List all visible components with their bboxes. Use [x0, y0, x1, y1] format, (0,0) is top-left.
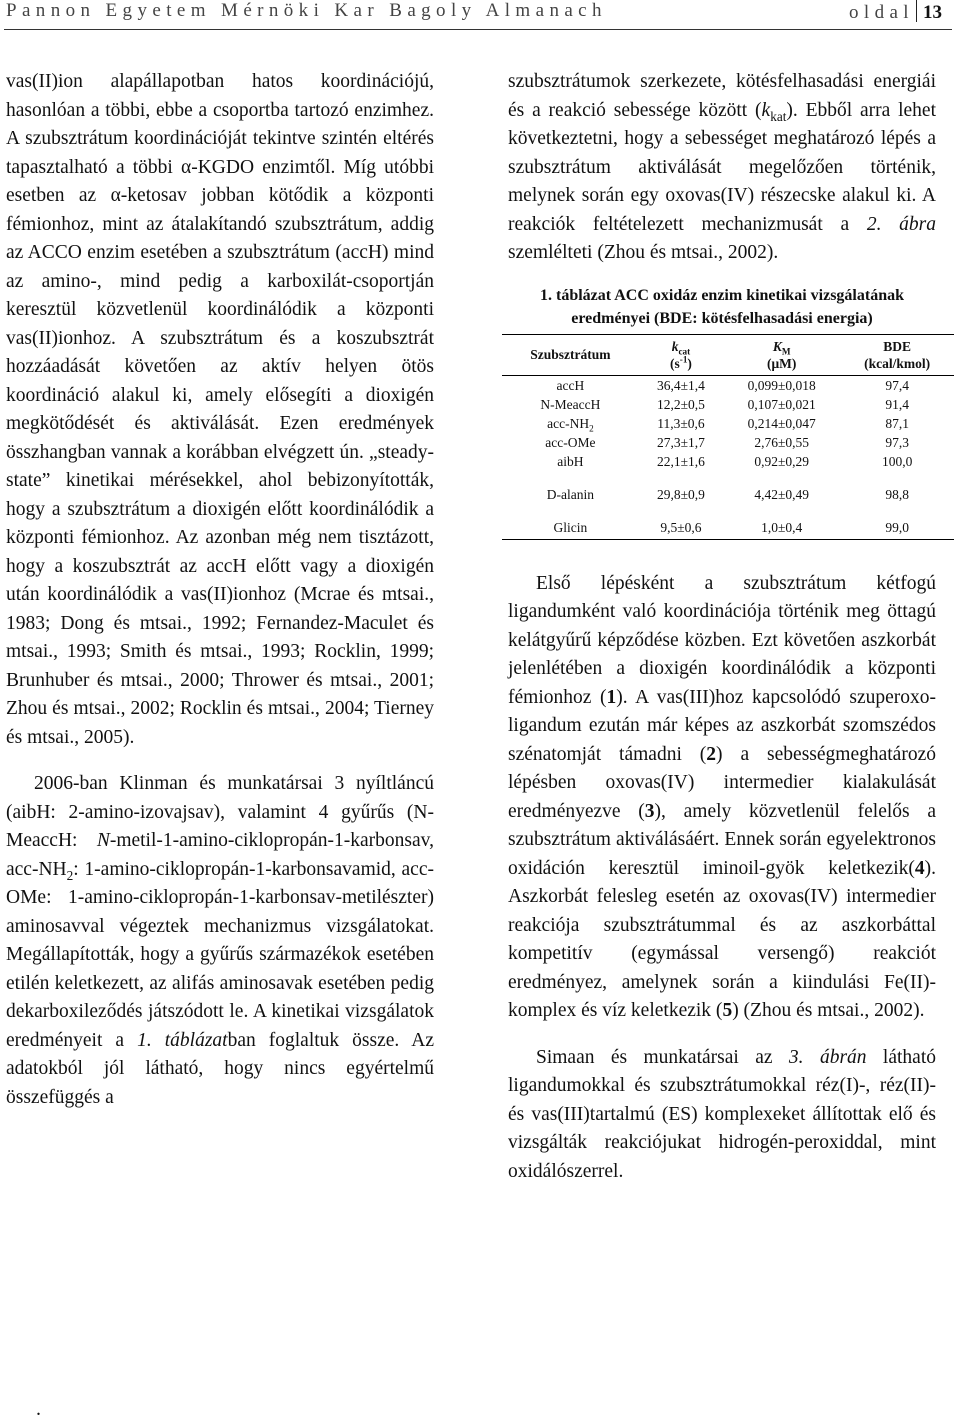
- table-spacer: [502, 471, 954, 485]
- header-bde: BDE (kcal/kmol): [840, 334, 954, 375]
- header-substrate: Szubsztrátum: [502, 334, 639, 375]
- table-row: [502, 414, 954, 433]
- table-row: [502, 433, 954, 452]
- cell-km: 0,107±0,021: [747, 396, 816, 412]
- cell-kcat: 11,3±0,6: [657, 415, 705, 431]
- left-paragraph-1: vas(II)ion alapállapotban hatos koordinációjú, hasonlóan a többi, ebbe a csoportba tartozó enzimhez. A szubsztrátum koordinációját tekintve szintén eltérés tapasztalható a többi α-KGDO enzimtől. Míg utóbbi esetben az α-ketosav jobban kötődik a központi fémionhoz, mint az átalakítandó szubsztrátum, addig az ACCO enzim esetében a szubsztrátum (accH) mind az amino-, mind pedig a karboxilát-csoportján keresztül közvetlenül koordinálódik a központi vas(II)ionhoz. A szubsztrátum és a koszubsztrát hozzáadását követően az aktív helyen ötös koordináció alakul ki, amely elősegíti a dioxigén megkötődését és aktiválását. Ezen eredmények összhangban vannak a korábban elvégzett ún. „steady-state” kinetikai mérésekkel, ahol bebizonyították, hogy a szubsztrátum a dioxigén előtt koordinálódik a központi fémionhoz. Az azonban még nem tisztázott, hogy a koszubsztrát az accH előtt vagy a dioxigén után koordinálódik a vas(II)ionhoz (Mcrae és mtsai., 1983; Dong és mtsai., 1992; Fernandez-Maculet és mtsai., 1993; Smith és mtsai., 1993; Rocklin, 1999; Brunhuber és mtsai., 2000; Thrower és mtsai., 2001; Zhou és mtsai., 2002; Rocklin és mtsai., 2004; Tierney és mtsai., 2005).: [6, 71, 434, 748]
- cell-bde: 99,0: [840, 518, 954, 540]
- cell-km: 4,42±0,49: [754, 486, 810, 502]
- cell-kcat: 12,2±0,5: [657, 396, 705, 412]
- table-row: [502, 375, 954, 395]
- page-indicator: [849, 0, 942, 24]
- right-column: [508, 68, 936, 1186]
- cell-km: 2,76±0,55: [754, 434, 810, 450]
- kinetics-table: [502, 334, 954, 540]
- cell-bde: 100,0: [881, 453, 913, 469]
- right-paragraph-2: Első lépésként a szubsztrátum kétfogú ligandumként való koordinációja történik meg öttagú kelátgyűrű képződése közben. Ezt követően aszkorbát jelenlétében a dioxigén koordinálódik a központi fémionhoz (1). A vas(III)hoz kapcsolódó szuperoxo-ligandum ezután már képes az aszkorbát szomszédos szénatomját támadni (2) a sebességmeghatározó lépésben oxovas(IV) intermedier kialakulását eredményezve (3), amely közvetlenül felelős a szubsztrátum aktiválásáért. Ennek során egyelektronos oxidáción keresztül iminoil-gyök keletkezik(4). Aszkorbát felesleg esetén az oxovas(IV) intermedier reakciója szubsztrátummal és az aszkorbáttal kompetitív (egymással versengő) reakciót eredményez, amelynek során a kiindulási Fe(II)-komplex és víz keletkezik (5) (Zhou és mtsai., 2002).: [508, 572, 936, 1021]
- cell-substrate: acc-$NH_2$: [547, 415, 594, 434]
- table-row: [502, 452, 954, 471]
- cell-substrate: accH: [556, 377, 585, 393]
- header-rule: [4, 29, 952, 30]
- cell-kcat: 29,8±0,9: [657, 486, 705, 502]
- cell-kcat: 27,3±1,7: [657, 434, 705, 450]
- table-spacer: [502, 504, 954, 518]
- page-header: [0, 0, 960, 26]
- cell-substrate: acc-OMe: [545, 434, 596, 450]
- cell-km: 0,099±0,018: [747, 377, 816, 393]
- right-paragraph-1: szubsztrátumok szerkezete, kötésfelhasadási energiái és a reakció sebessége között $(k_{kat})$. Ebből arra lehet következtetni, hogy a sebességet meghatározó lépés a szubsztrátum aktiválását megelőzően történik, melynek során egy oxovas(IV) részecske alakul ki. A reakciók feltételezett mechanizmusát a 2. ábra szemlélteti (Zhou és mtsai., 2002).: [508, 71, 936, 263]
- table-row: [502, 518, 954, 540]
- page-number: 13: [923, 2, 942, 23]
- left-column: [6, 68, 434, 1112]
- page-label: oldal: [849, 2, 914, 23]
- cell-substrate: Glicin: [502, 518, 639, 540]
- table-caption: 1. táblázat ACC oxidáz enzim kinetikai vizsgálatának eredményei (BDE: kötésfelhasadási energia): [539, 286, 904, 327]
- left-paragraph-2: 2006-ban Klinman és munkatársai 3 nyíltláncú (aibH: 2-amino-izovajsav), valamint 4 gyűrűs (N-MeaccH: N-metil-1-amino-ciklopropán-1-karbonsav, acc-$NH_2$: 1-amino-ciklopropán-1-karbonsavamid, acc-OMe: 1-amino-ciklopropán-1-karbonsav-metilészter) aminosavval végeztek mechanizmus vizsgálatokat. Megállapították, hogy a gyűrűs származékok esetében etilén keletkezett, az alifás aminosavak esetében pedig dekarboxileződés játszódott le. A kinetikai vizsgálatok eredményeit a 1. táblázatban foglaltuk össze. Az adatokból jól látható, hogy nincs egyértelmű összefüggés a: [6, 773, 434, 1108]
- cell-bde: 97,3: [885, 434, 909, 450]
- cell-kcat: 22,1±1,6: [657, 453, 705, 469]
- cell-substrate: N-MeaccH: [540, 396, 601, 412]
- cell-kcat: 9,5±0,6: [639, 518, 723, 540]
- cell-km: 0,92±0,29: [754, 453, 810, 469]
- cell-bde: 98,8: [885, 486, 909, 502]
- cell-km: 1,0±0,4: [723, 518, 840, 540]
- trailing-dot: .: [36, 1398, 41, 1420]
- cell-bde: 91,4: [885, 396, 909, 412]
- cell-substrate: aibH: [557, 453, 584, 469]
- right-paragraph-3: Simaan és munkatársai az 3. ábrán látható ligandumokkal és szubsztrátumokkal réz(I)-, réz(II)- és vas(III)tartalmú (ES) komplexeket állítottak elő és vizsgálták reakciójukat hidrogén-peroxiddal, mint oxidálószerrel.: [508, 1046, 936, 1182]
- table-row: [502, 485, 954, 504]
- header-kcat: $k_{cat}$ $(s^{-1})$: [639, 334, 723, 375]
- table-row: [502, 395, 954, 414]
- header-separator: [916, 0, 917, 22]
- cell-bde: 87,1: [885, 415, 909, 431]
- cell-kcat: 36,4±1,4: [657, 377, 705, 393]
- journal-title: Pannon Egyetem Mérnöki Kar Bagoly Almanach: [6, 0, 607, 21]
- table-header-row: [502, 334, 954, 375]
- cell-substrate: D-alanin: [546, 486, 595, 502]
- header-km: $K_M$ (μM): [723, 334, 840, 375]
- cell-bde: 97,4: [885, 377, 909, 393]
- cell-km: 0,214±0,047: [747, 415, 816, 431]
